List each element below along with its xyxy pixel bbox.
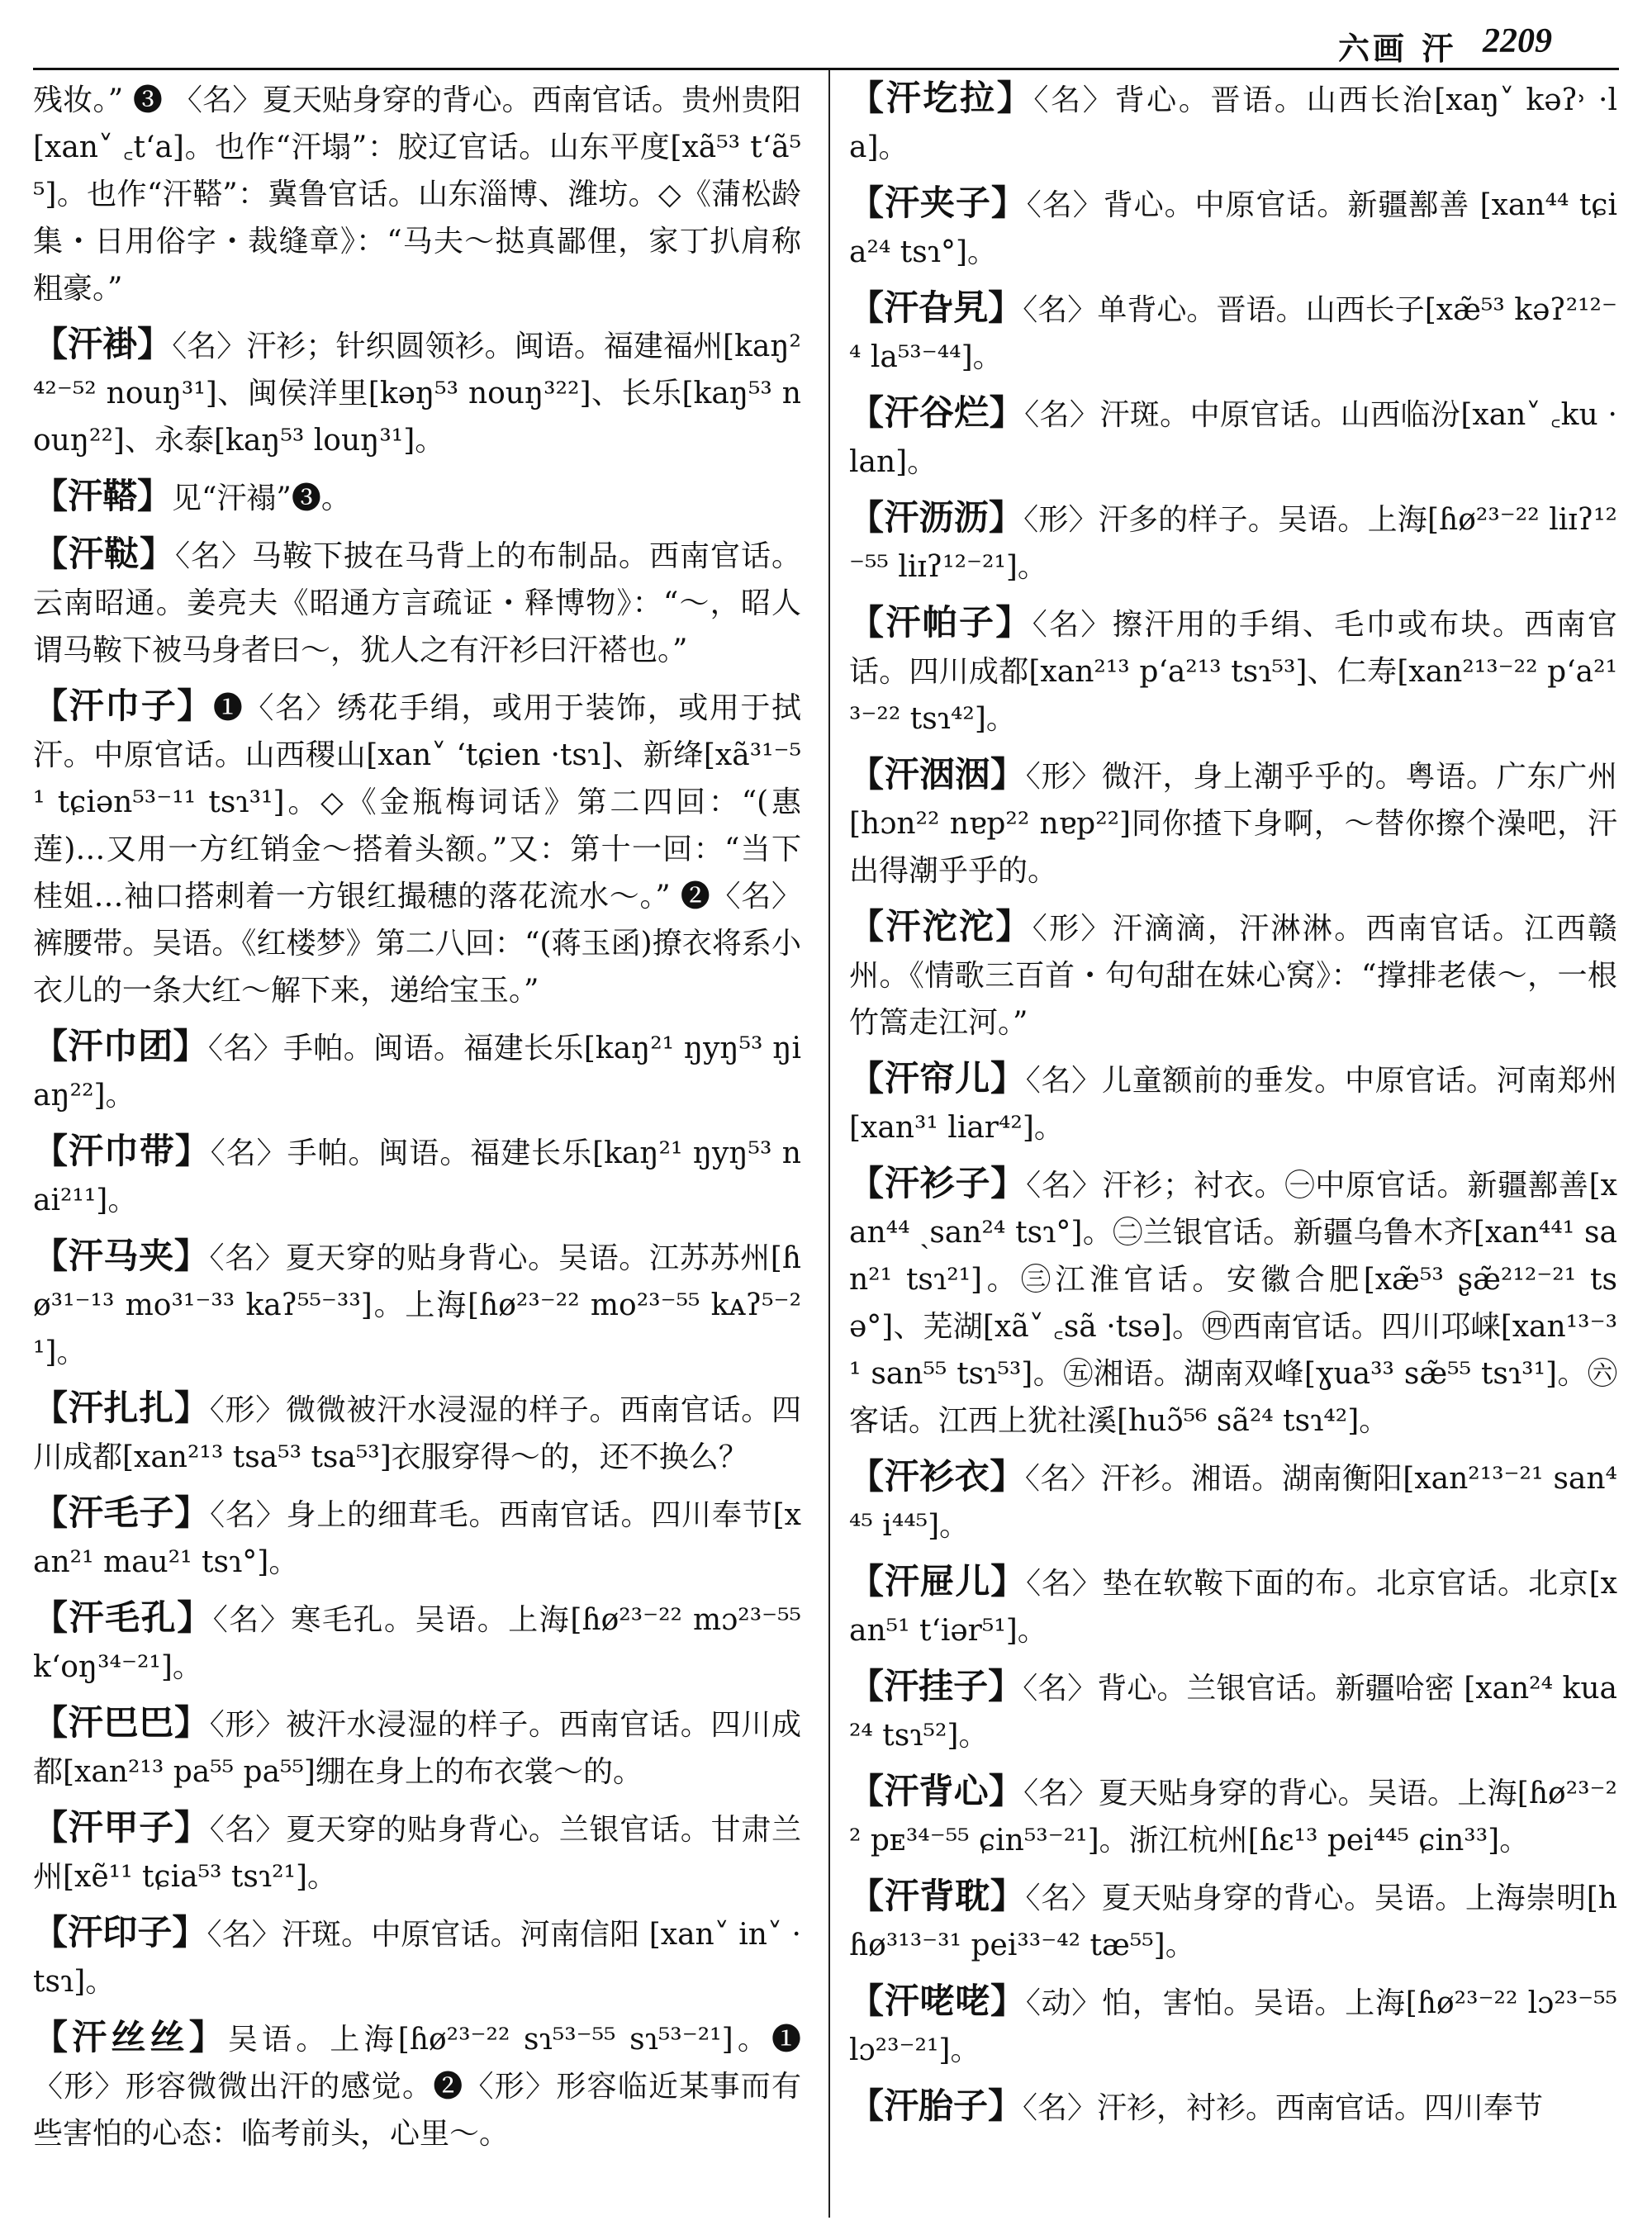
- dictionary-entry: [33, 2014, 801, 2157]
- dictionary-entry: [33, 74, 801, 312]
- entry-definition: 〈名〉背心。晋语。山西长治[xaŋ˅ kəʔ˒ ·la]。: [849, 83, 1617, 164]
- entry-headword: 【汗巴巴】: [33, 1702, 210, 1743]
- entry-headword: 【汗巾带】: [33, 1131, 211, 1171]
- entry-headword: 【汗褂】: [33, 324, 173, 364]
- entry-headword: 【汗衫子】: [849, 1163, 1027, 1203]
- entry-headword: 【汗鞑】: [33, 534, 175, 574]
- dictionary-entry: [33, 1594, 801, 1691]
- page-header: [0, 15, 1652, 73]
- entry-headword: 【汗沱沱】: [849, 906, 1032, 947]
- dictionary-entry: [849, 389, 1617, 486]
- section-label: 六画 汗: [1338, 30, 1457, 67]
- dictionary-entry: [33, 1804, 801, 1900]
- entry-headword: 【汗帕子】: [849, 602, 1032, 643]
- dictionary-entry: [33, 1022, 801, 1119]
- entry-headword: 【汗旮旯】: [849, 287, 1023, 328]
- entry-definition: 〈名〉汗衫；衬衣。㊀中原官话。新疆鄯善[xan⁴⁴ ˏsan²⁴ tsɿ°]。㊁兰银官话。新疆乌鲁木齐[xan⁴⁴¹ san²¹ tsɿ²¹]。㊂江淮官话。安徽合肥[xæ̃⁵³ ʂæ̃²¹²⁻²¹ tsə°]、芜湖[xã˅ ꜀sã ·tsə]。㊃西南官话。四川邛崃[xan¹³⁻³¹ san⁵⁵ tsɿ⁵³]。㊄湘语。湖南双峰[ɣua³³ sæ̃⁵⁵ tsɿ³¹]。㊅客话。江西上犹社溪[huɔ̃⁵⁶ sã²⁴ tsɿ⁴²]。: [849, 1169, 1617, 1438]
- dictionary-entry: [849, 903, 1617, 1046]
- entry-headword: 【汗挂子】: [849, 1666, 1023, 1706]
- entry-headword: 【汗鞳】: [33, 476, 173, 516]
- entry-definition: 〈名〉汗衫。湘语。湖南衡阳[xan²¹³⁻²¹ san⁴⁴⁵ i⁴⁴⁵]。: [849, 1462, 1617, 1543]
- entry-definition: 〈名〉手帕。闽语。福建长乐[kaŋ²¹ ŋyŋ⁵³ nai²¹¹]。: [33, 1136, 801, 1217]
- entry-headword: 【汗印子】: [33, 1912, 207, 1952]
- entry-definition: 〈形〉汗多的样子。吴语。上海[ɦø²³⁻²² liɪʔ¹²⁻⁵⁵ liɪʔ¹²⁻²¹]。: [849, 503, 1617, 584]
- entry-headword: 【汗背心】: [849, 1771, 1024, 1811]
- dictionary-entry: [849, 599, 1617, 743]
- left-column: [33, 74, 801, 2166]
- entry-headword: 【汗咾咾】: [849, 1981, 1026, 2021]
- entry-definition: 〈名〉寒毛孔。吴语。上海[ɦø²³⁻²² mɔ²³⁻⁵⁵ kʻoŋ³⁴⁻²¹]。: [33, 1603, 801, 1684]
- entry-definition: 〈名〉单背心。晋语。山西长子[xæ̃⁵³ kəʔ²¹²⁻⁴ la⁵³⁻⁴⁴]。: [849, 293, 1617, 374]
- entry-definition: 〈形〉微微被汗水浸湿的样子。西南官话。四川成都[xan²¹³ tsa⁵³ tsa⁵³]衣服穿得～的，还不换么？: [33, 1393, 801, 1474]
- entry-headword: 【汗背耽】: [849, 1876, 1026, 1916]
- entry-headword: 【汗丝丝】: [33, 2017, 228, 2057]
- entry-definition: 〈名〉手帕。闽语。福建长乐[kaŋ²¹ ŋyŋ⁵³ ŋiaŋ²²]。: [33, 1032, 801, 1113]
- entry-definition: 〈名〉夏天贴身穿的背心。吴语。上海[ɦø²³⁻²² pᴇ³⁴⁻⁵⁵ ɕin⁵³⁻²¹]。浙江杭州[ɦɛ¹³ pei⁴⁴⁵ ɕin³³]。: [849, 1777, 1617, 1858]
- dictionary-entry: [33, 1127, 801, 1224]
- entry-headword: 【汗衫衣】: [849, 1456, 1025, 1497]
- dictionary-entry: [849, 1663, 1617, 1759]
- entry-definition: 〈名〉汗衫，衬衫。西南官话。四川奉节: [1023, 2091, 1544, 2125]
- entry-definition: 〈名〉儿童额前的垂发。中原官话。河南郑州[xan³¹ liar⁴²]。: [849, 1064, 1617, 1145]
- entry-definition: 〈形〉汗滴滴，汗淋淋。西南官话。江西赣州。《情歌三百首・句句甜在妹心窝》：“撑排老俵～，一根竹篙走江河。”: [849, 912, 1617, 1040]
- entry-headword: 【汗马夹】: [33, 1236, 210, 1276]
- entry-definition: 〈名〉夏天贴身穿的背心。吴语。上海崇明[hɦø³¹³⁻³¹ pei³³⁻⁴² tæ⁵⁵]。: [849, 1881, 1617, 1962]
- dictionary-entry: [33, 1384, 801, 1481]
- dictionary-entry: [849, 1767, 1617, 1864]
- entry-definition: 〈动〉怕，害怕。吴语。上海[ɦø²³⁻²² lɔ²³⁻⁵⁵ lɔ²³⁻²¹]。: [849, 1986, 1617, 2067]
- dictionary-entry: [849, 74, 1617, 171]
- dictionary-entry: [849, 179, 1617, 276]
- entry-definition: 见“汗褟”❸。: [172, 482, 351, 515]
- dictionary-entry: [849, 1558, 1617, 1654]
- header-rule: [33, 68, 1619, 70]
- entry-headword: 【汗巾团】: [33, 1026, 208, 1066]
- dictionary-entry: [33, 1909, 801, 2005]
- entry-definition: 〈名〉汗斑。中原官话。河南信阳 [xan˅ in˅ ·tsɿ]。: [33, 1918, 801, 1999]
- dictionary-entry: [849, 1055, 1617, 1151]
- dictionary-entry: [33, 1699, 801, 1796]
- entry-definition: 〈名〉夏天穿的贴身背心。兰银官话。甘肃兰州[xẽ¹¹ tɕia⁵³ tsɿ²¹]。: [33, 1813, 801, 1894]
- dictionary-entry: [33, 530, 801, 674]
- entry-headword: 【汗夹子】: [849, 183, 1027, 223]
- entry-headword: 【汗屉儿】: [849, 1561, 1027, 1601]
- entry-definition: 〈名〉夏天穿的贴身背心。吴语。江苏苏州[ɦø³¹⁻¹³ mo³¹⁻³³ kaʔ⁵⁵⁻³³]。上海[ɦø²³⁻²² mo²³⁻⁵⁵ kᴀʔ⁵⁻²¹]。: [33, 1241, 801, 1369]
- entry-headword: 【汗毛子】: [33, 1492, 211, 1533]
- dictionary-entry: [33, 682, 801, 1014]
- entry-headword: 【汗沥沥】: [849, 497, 1024, 538]
- dictionary-entry: [849, 494, 1617, 591]
- entry-headword: 【汗巾子】: [33, 686, 213, 726]
- dictionary-entry: [849, 1453, 1617, 1549]
- entry-definition: 〈形〉被汗水浸湿的样子。西南官话。四川成都[xan²¹³ pa⁵⁵ pa⁵⁵]绷在身上的布衣裳～的。: [33, 1708, 801, 1789]
- entry-headword: 【汗扎扎】: [33, 1388, 210, 1428]
- dictionary-entry: [849, 2082, 1617, 2132]
- dictionary-entry: [33, 1232, 801, 1376]
- entry-headword: 【汗胎子】: [849, 2085, 1023, 2126]
- entry-definition: 吴语。上海[ɦø²³⁻²² sɿ⁵³⁻⁵⁵ sɿ⁵³⁻²¹]。❶〈形〉形容微微出汗的感觉。❷〈形〉形容临近某事而有些害怕的心态：临考前头，心里～。: [33, 2023, 801, 2151]
- entry-headword: 【汗毛孔】: [33, 1597, 213, 1638]
- entry-definition: 〈形〉微汗，身上潮乎乎的。粤语。广东广州[hɔn²² nɐp²² nɐp²²]同你揸下身啊，～替你擦个澡吧，汗出得潮乎乎的。: [849, 760, 1617, 888]
- entry-headword: 【汗洇洇】: [849, 754, 1026, 795]
- dictionary-entry: [33, 1489, 801, 1586]
- dictionary-entry: [849, 751, 1617, 894]
- entry-definition: 〈名〉背心。兰银官话。新疆哈密 [xan²⁴ kua²⁴ tsɿ⁵²]。: [849, 1672, 1617, 1753]
- dictionary-entry: [849, 1160, 1617, 1445]
- entry-definition: 残妆。” ❸ 〈名〉夏天贴身穿的背心。西南官话。贵州贵阳[xan˅ ꜀tʻa]。也作“汗塌”：胶辽官话。山东平度[xã⁵³ tʻã⁵⁵]。也作“汗鞳”：冀鲁官话。山东淄博、潍坊。◇《蒲松龄集・日用俗字・裁缝章》：“马夫～挞真鄙俚，家丁扒肩称粗豪。”: [33, 83, 801, 306]
- dictionary-entry: [849, 1872, 1617, 1969]
- dictionary-entry: [849, 1977, 1617, 2074]
- entry-definition: 〈名〉擦汗用的手绢、毛巾或布块。西南官话。四川成都[xan²¹³ pʻa²¹³ tsɿ⁵³]、仁寿[xan²¹³⁻²² pʻa²¹³⁻²² tsɿ⁴²]。: [849, 608, 1617, 736]
- entry-headword: 【汗甲子】: [33, 1807, 210, 1848]
- entry-headword: 【汗圪拉】: [849, 78, 1034, 118]
- entry-definition: 〈名〉垫在软鞍下面的布。北京官话。北京[xan⁵¹ tʻiər⁵¹]。: [849, 1567, 1617, 1648]
- entry-definition: 〈名〉马鞍下披在马背上的布制品。西南官话。云南昭通。姜亮夫《昭通方言疏证・释博物》：“～，昭人谓马鞍下被马身者曰～，犹人之有汗衫曰汗褡也。”: [33, 539, 801, 667]
- entry-definition: ❶〈名〉绣花手绢，或用于装饰，或用于拭汗。中原官话。山西稷山[xan˅ ʻtɕien ·tsɿ]、新绛[xã³¹⁻⁵¹ tɕiən⁵³⁻¹¹ tsɿ³¹]。◇《金瓶梅词话》第二四回：“(惠莲)…又用一方红销金～搭着头额。”又：第十一回：“当下桂姐…袖口搭刺着一方银红撮穗的落花流水～。” ❷〈名〉裤腰带。吴语。《红楼梦》第二八回：“(蒋玉函)撩衣将系小衣儿的一条大红～解下来，递给宝玉。”: [33, 691, 801, 1008]
- dictionary-entry: [33, 472, 801, 522]
- entry-headword: 【汗谷烂】: [849, 392, 1025, 433]
- dictionary-entry: [33, 320, 801, 464]
- page-number: 2209: [1483, 22, 1552, 60]
- entry-definition: 〈名〉身上的细茸毛。西南官话。四川奉节[xan²¹ mau²¹ tsɿ°]。: [33, 1498, 801, 1579]
- entry-definition: 〈名〉汗衫；针织圆领衫。闽语。福建福州[kaŋ²⁴²⁻⁵² nouŋ³¹]、闽侯洋里[kəŋ⁵³ nouŋ³²²]、长乐[kaŋ⁵³ nouŋ²²]、永泰[kaŋ⁵³ louŋ³¹]。: [33, 330, 801, 458]
- column-divider: [828, 70, 830, 2218]
- entry-headword: 【汗帘儿】: [849, 1058, 1026, 1098]
- entry-definition: 〈名〉汗斑。中原官话。山西临汾[xan˅ ꜀ku ·lan]。: [849, 398, 1617, 479]
- entry-definition: 〈名〉背心。中原官话。新疆鄯善 [xan⁴⁴ tɕia²⁴ tsɿ°]。: [849, 188, 1617, 269]
- right-column: [849, 74, 1617, 2140]
- dictionary-entry: [849, 284, 1617, 381]
